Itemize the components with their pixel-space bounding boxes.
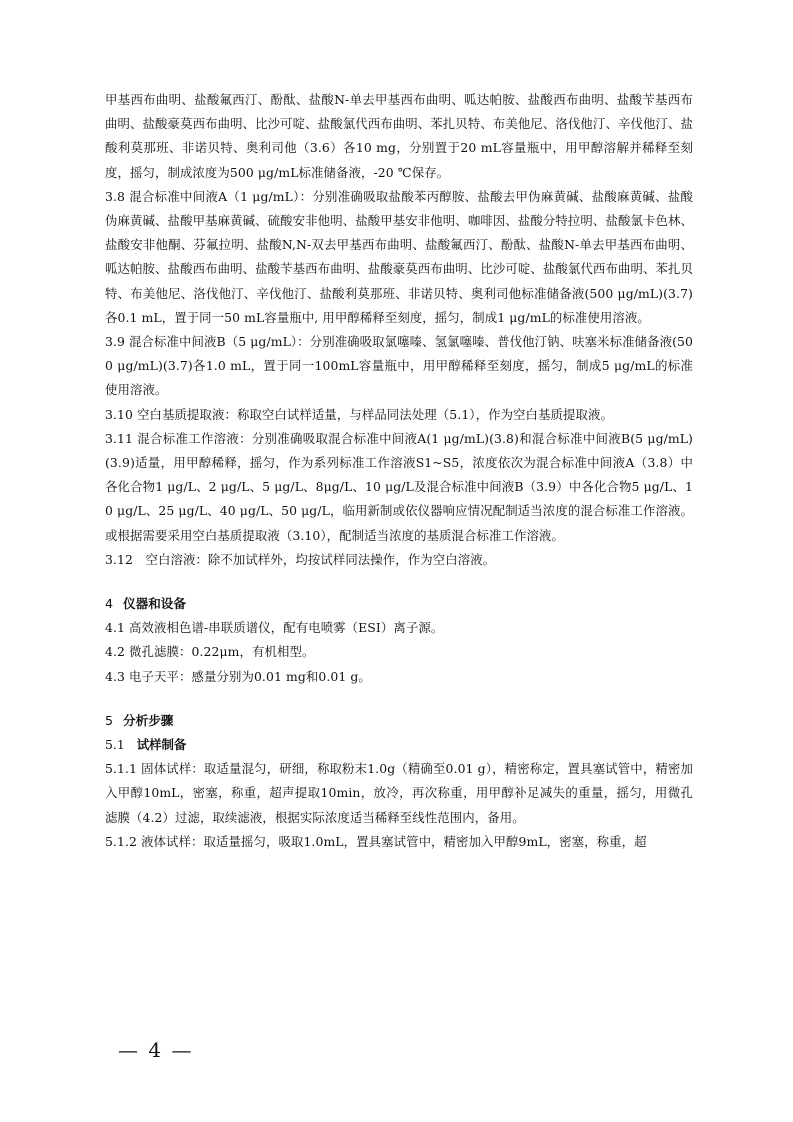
document-page [105, 88, 693, 854]
section-number: 4 [105, 596, 114, 612]
paragraph-5-1-2: 5.1.2 液体试样：取适量摇匀，吸取1.0mL，置具塞试管中，精密加入甲醇9mL，密塞，称重，超 [105, 833, 647, 849]
section-title: 分析步骤 [123, 712, 174, 728]
paragraph-4-3: 4.3 电子天平：感量分别为0.01 mg和0.01 g。 [105, 668, 371, 684]
paragraph-5-1-1: 5.1.1 固体试样：取适量混匀，研细，称取粉末1.0g（精确至0.01 g），精密称定，置具塞试管中，精密加入甲醇10mL，密塞，称重，超声提取10min，放冷，再次称重，用甲醇补足减失的重量，摇匀，用微孔滤膜（4.2）过滤，取续滤液，根据实际浓度适当稀释至线性范围内，备用。 [105, 761, 693, 825]
paragraph-3-7-continued: 甲基西布曲明、盐酸氟西汀、酚酞、盐酸N-单去甲基西布曲明、呱达帕胺、盐酸西布曲明、盐酸苄基西布曲明、盐酸豪莫西布曲明、比沙可啶、盐酸氯代西布曲明、苯扎贝特、布美他尼、洛伐他汀、辛伐他汀、盐酸利莫那班、非诺贝特、奥利司他（3.6）各10 mg，分别置于20 mL容量瓶中，用甲醇溶解并稀释至刻度，摇匀，制成浓度为500 μg/mL标准储备液，-20 ℃保存。 [105, 92, 693, 180]
paragraph-3-12: 3.12 空白溶液：除不加试样外，均按试样同法操作，作为空白溶液。 [105, 551, 496, 567]
section-heading-5 [105, 709, 693, 733]
paragraph-3-11: 3.11 混合标准工作溶液：分别准确吸取混合标准中间液A(1 μg/mL)(3.8)和混合标准中间液B(5 μg/mL)(3.9)适量，用甲醇稀释，摇匀，作为系列标准工作溶液S1~S5，浓度依次为混合标准中间液A（3.8）中各化合物1 μg/L、2 μg/L、5 μg/L、8μg/L、10 μg/L及混合标准中间液B（3.9）中各化合物5 μg/L、10 μg/L、25 μg/L、40 μg/L、50 μg/L，临用新制或依仪器响应情况配制适当浓度的混合标准工作溶液。或根据需要采用空白基质提取液（3.10），配制适当浓度的基质混合标准工作溶液。 [105, 430, 693, 543]
section-gap [105, 572, 693, 592]
paragraph-4-2: 4.2 微孔滤膜：0.22μm，有机相型。 [105, 644, 315, 660]
subsection-title: 试样制备 [136, 737, 187, 753]
paragraph-4-1: 4.1 高效液相色谱-串联质谱仪，配有电喷雾（ESI）离子源。 [105, 620, 444, 636]
section-gap [105, 689, 693, 709]
section-number: 5 [105, 712, 114, 728]
subsection-heading-5-1 [105, 733, 693, 757]
section-heading-4 [105, 592, 693, 616]
paragraph-3-10: 3.10 空白基质提取液：称取空白试样适量，与样品同法处理（5.1），作为空白基质提取液。 [105, 406, 613, 422]
subsection-number: 5.1 [105, 737, 125, 753]
paragraph-3-8: 3.8 混合标准中间液A（1 μg/mL）：分别准确吸取盐酸苯丙醇胺、盐酸去甲伪麻黄碱、盐酸麻黄碱、盐酸伪麻黄碱、盐酸甲基麻黄碱、硫酸安非他明、盐酸甲基安非他明、咖啡因、盐酸分特拉明、盐酸氯卡色林、盐酸安非他酮、芬氟拉明、盐酸N,N-双去甲基西布曲明、盐酸氟西汀、酚酞、盐酸N-单去甲基西布曲明、呱达帕胺、盐酸西布曲明、盐酸苄基西布曲明、盐酸豪莫西布曲明、比沙可啶、盐酸氯代西布曲明、苯扎贝特、布美他尼、洛伐他汀、辛伐他汀、盐酸利莫那班、非诺贝特、奥利司他标准储备液(500 μg/mL)(3.7)各0.1 mL，置于同一50 mL容量瓶中, 用甲醇稀释至刻度，摇匀，制成1 μg/mL的标准使用溶液。 [105, 188, 693, 325]
paragraph-3-9: 3.9 混合标准中间液B（5 μg/mL）：分别准确吸取氯噻嗪、氢氯噻嗪、普伐他汀钠、呋塞米标准储备液(500 μg/mL)(3.7)各1.0 mL，置于同一100mL容量瓶中，用甲醇稀释至刻度，摇匀，制成5 μg/mL的标准使用溶液。 [105, 334, 693, 398]
section-title: 仪器和设备 [123, 596, 186, 612]
page-number: — 4 — [118, 1038, 194, 1062]
